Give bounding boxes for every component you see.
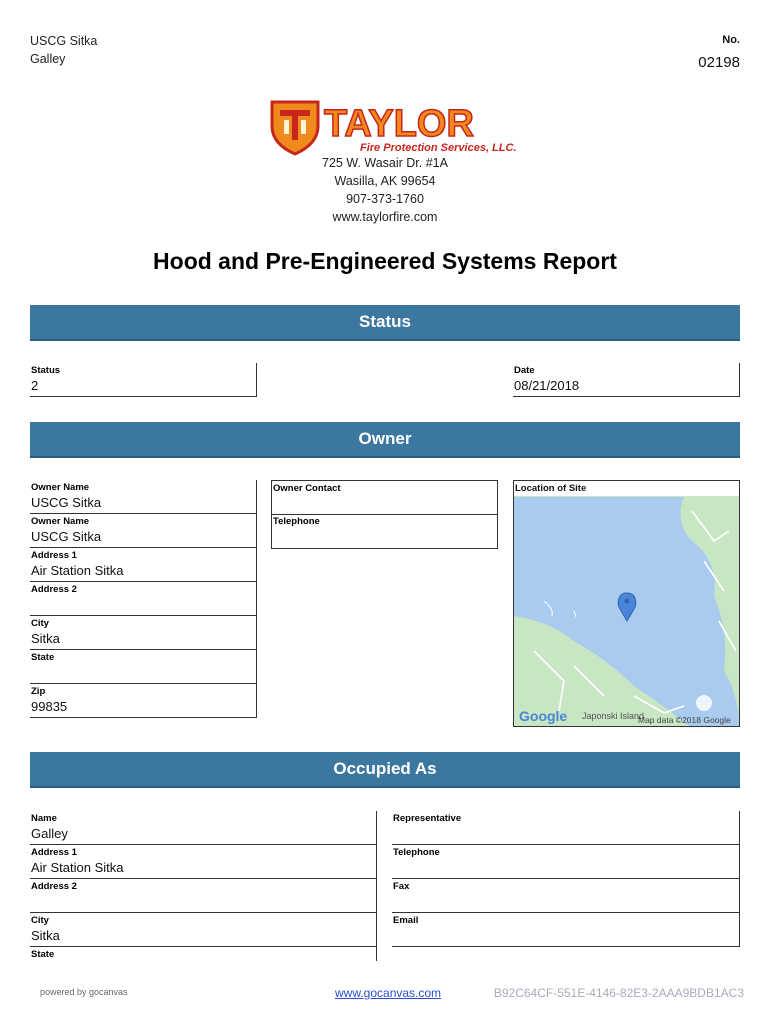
document-number: 02198: [698, 54, 740, 71]
owner-address2-value: [30, 595, 256, 597]
powered-by-gocanvas: powered by gocanvas: [40, 987, 128, 997]
date-field: [513, 363, 740, 397]
occupied-name-value: Galley: [31, 826, 68, 841]
date-value: 08/21/2018: [514, 378, 580, 393]
owner-address2-label: Address 2: [31, 584, 77, 595]
occupied-address2-label: Address 2: [31, 881, 77, 892]
occupied-city-field: [30, 913, 377, 947]
taylor-shield-icon: [270, 100, 517, 156]
owner-state-value: [30, 663, 256, 665]
owner-contact-value: [272, 494, 497, 496]
owner-address1-value: Air Station Sitka: [31, 563, 124, 578]
occupied-email-field: [392, 913, 740, 947]
company-address-line1: 725 W. Wasair Dr. #1A: [322, 156, 448, 170]
site-location-map[interactable]: [513, 480, 740, 727]
occupied-city-value: Sitka: [31, 928, 60, 943]
status-field: [30, 363, 257, 397]
owner-telephone-label: Telephone: [273, 516, 320, 527]
status-value: 2: [31, 378, 39, 393]
owner-name-2-label: Owner Name: [31, 516, 90, 527]
owner-contact-label: Owner Contact: [273, 483, 341, 494]
logo-wordmark: TAYLOR: [324, 103, 474, 145]
occupied-email-value: [392, 926, 739, 928]
section-header-occupied-as: Occupied As: [30, 752, 740, 788]
owner-address1-label: Address 1: [31, 550, 77, 561]
company-phone: 907-373-1760: [346, 192, 424, 206]
occupied-state-field: [30, 947, 377, 961]
owner-address2-field: [30, 582, 257, 616]
occupied-telephone-value: [392, 858, 739, 860]
owner-name-2-field: [30, 514, 257, 548]
header-area: Galley: [30, 52, 66, 66]
company-address-line2: Wasilla, AK 99654: [334, 174, 436, 188]
owner-name-field: [30, 480, 257, 514]
owner-telephone-field: [271, 514, 498, 549]
occupied-city-label: City: [31, 915, 49, 926]
owner-city-field: [30, 616, 257, 650]
occupied-state-label: State: [31, 949, 55, 960]
map-image: [514, 481, 739, 726]
document-number-label: No.: [722, 34, 740, 46]
google-logo: Google: [519, 708, 568, 724]
occupied-representative-field: [392, 811, 740, 845]
gocanvas-link[interactable]: www.gocanvas.com: [335, 986, 442, 1000]
date-label: Date: [514, 365, 535, 376]
occupied-name-label: Name: [31, 813, 57, 824]
owner-city-value: Sitka: [31, 631, 60, 646]
owner-state-field: [30, 650, 257, 684]
header-location: USCG Sitka: [30, 34, 98, 48]
section-header-status: Status: [30, 305, 740, 341]
owner-name-label: Owner Name: [31, 482, 90, 493]
owner-name-value: USCG Sitka: [31, 495, 102, 510]
owner-zip-value: 99835: [31, 699, 68, 714]
report-title: Hood and Pre-Engineered Systems Report: [153, 248, 617, 274]
location-of-site-label: Location of Site: [514, 481, 739, 496]
section-header-owner: Owner: [30, 422, 740, 458]
occupied-address1-value: Air Station Sitka: [31, 860, 124, 875]
map-place-label: Japonski Island: [582, 711, 645, 721]
company-website: www.taylorfire.com: [332, 210, 438, 224]
occupied-address1-field: [30, 845, 377, 879]
occupied-telephone-field: [392, 845, 740, 879]
owner-contact-field: [271, 480, 498, 515]
occupied-address1-label: Address 1: [31, 847, 77, 858]
occupied-email-label: Email: [393, 915, 419, 926]
company-logo: [270, 100, 517, 156]
occupied-fax-field: [392, 879, 740, 913]
occupied-telephone-label: Telephone: [393, 847, 440, 858]
occupied-fax-value: [392, 892, 739, 894]
occupied-representative-label: Representative: [393, 813, 462, 824]
occupied-fax-label: Fax: [393, 881, 410, 892]
owner-name-2-value: USCG Sitka: [31, 529, 102, 544]
owner-zip-field: [30, 684, 257, 718]
occupied-representative-value: [392, 824, 739, 826]
document-id: B92C64CF-551E-4146-82E3-2AAA9BDB1AC3: [493, 986, 744, 1000]
owner-city-label: City: [31, 618, 49, 629]
owner-telephone-value: [272, 527, 497, 529]
owner-address1-field: [30, 548, 257, 582]
occupied-name-field: [30, 811, 377, 845]
occupied-address2-value: [30, 892, 376, 894]
status-label: Status: [31, 365, 61, 376]
occupied-address2-field: [30, 879, 377, 913]
owner-state-label: State: [31, 652, 55, 663]
logo-subtitle: Fire Protection Services, LLC.: [360, 142, 517, 154]
map-credit: Map data ©2018 Google: [638, 715, 731, 725]
owner-zip-label: Zip: [31, 686, 46, 697]
